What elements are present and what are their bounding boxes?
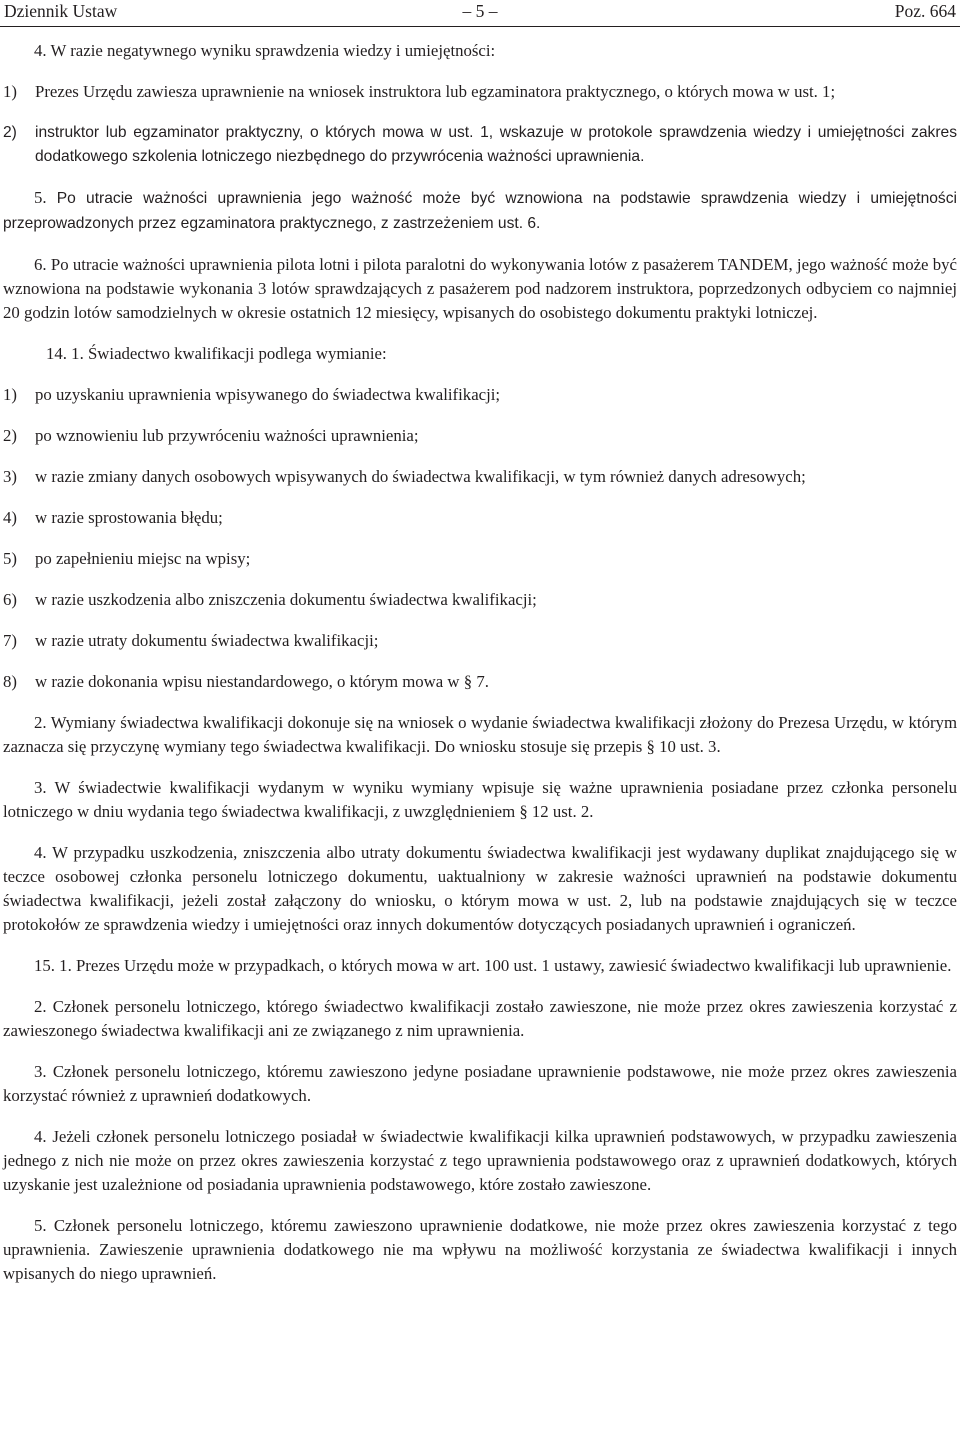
list-item-number: 2) <box>3 426 17 445</box>
list-item <box>3 383 957 407</box>
paragraph: 5. Członek personelu lotniczego, któremu zawieszono uprawnienie dodatkowe, nie może przez okres zawieszenia korzystać z tego uprawnienia. Zawieszenie uprawnienia dodatkowego nie ma wpływu na możliwość korzystania ze świadectwa kwalifikacji i innych wpisanych do niego uprawnień. <box>3 1216 957 1283</box>
paragraph: 3. W świadectwie kwalifikacji wydanym w wyniku wymiany wpisuje się ważne uprawnienia posiadane przez członka personelu lotniczego w dniu wydania tego świadectwa kwalifikacji, z uwzględnieniem § 12 ust. 2. <box>3 778 957 821</box>
list-item-number: 3) <box>3 467 17 486</box>
list-item-number: 1) <box>3 82 17 101</box>
position-number: Poz. 664 <box>894 1 956 21</box>
list-item-text: w razie zmiany danych osobowych wpisywanych do świadectwa kwalifikacji, w tym również danych adresowych; <box>35 467 806 486</box>
list-item <box>3 547 957 571</box>
list-item <box>3 588 957 612</box>
list-item <box>3 506 957 530</box>
document-body <box>3 39 957 1286</box>
paragraph: 2. Członek personelu lotniczego, którego świadectwo kwalifikacji zostało zawieszone, nie może przez okres zawieszenia korzystać z zawieszonego świadectwa kwalifikacji ani ze związanego z nim uprawnienia. <box>3 997 957 1040</box>
list-item-text: po zapełnieniu miejsc na wpisy; <box>35 549 251 568</box>
paragraph: 4. W razie negatywnego wyniku sprawdzenia wiedzy i umiejętności: <box>34 41 496 60</box>
paragraph: 4. W przypadku uszkodzenia, zniszczenia albo utraty dokumentu świadectwa kwalifikacji jest wydawany duplikat znajdującego się w teczce osobowej członka personelu lotniczego dokumentu, uaktualniony w zakresie ważności uprawnień na podstawie dokumentu świadectwa kwalifikacji, jeżeli został załączony do wniosku, o którym mowa w ust. 2, lub na podstawie znajdujących się w teczce protokołów ze sprawdzenia wiedzy i umiejętności oraz innych dokumentów dotyczących posiadanych uprawnień i ograniczeń. <box>3 843 957 934</box>
list-item <box>3 121 957 169</box>
page-number: – 5 – <box>462 1 498 21</box>
paragraph: 3. Członek personelu lotniczego, któremu zawieszono jedyne posiadane uprawnienie podstawowe, nie może przez okres zawieszenia korzystać również z uprawnień dodatkowych. <box>3 1062 957 1105</box>
list-item-number: 8) <box>3 672 17 691</box>
list-item-text: po wznowieniu lub przywróceniu ważności uprawnienia; <box>35 426 419 445</box>
paragraph: 6. Po utracie ważności uprawnienia pilota lotni i pilota paralotni do wykonywania lotów z pasażerem TANDEM, jego ważność może być wznowiona na podstawie wykonania 3 lotów sprawdzających z pasażerem pod nadzorem instruktora, poprzedzonych odbyciem co najmniej 20 godzin lotów samodzielnych w okresie ostatnich 12 miesięcy, wpisanych do osobistego dokumentu praktyki lotniczej. <box>3 255 957 322</box>
list-item-text: w razie utraty dokumentu świadectwa kwalifikacji; <box>35 631 379 650</box>
list-item-text: instruktor lub egzaminator praktyczny, o których mowa w ust. 1, wskazuje w protokole sprawdzenia wiedzy i umiejętności zakres dodatkowego szkolenia lotniczego niezbędnego do przywrócenia ważności uprawnienia. <box>35 124 957 165</box>
list-item-number: 2) <box>3 124 17 141</box>
list-item <box>3 629 957 653</box>
list-item <box>3 465 957 489</box>
list-item-number: 7) <box>3 631 17 650</box>
section-heading: 14. 1. Świadectwo kwalifikacji podlega wymianie: <box>46 344 387 363</box>
paragraph-number: 5. <box>34 188 47 207</box>
paragraph: 15. 1. Prezes Urzędu może w przypadkach, o których mowa w art. 100 ust. 1 ustawy, zawiesić świadectwo kwalifikacji lub uprawnienie. <box>34 956 952 975</box>
list-item-text: po uzyskaniu uprawnienia wpisywanego do świadectwa kwalifikacji; <box>35 385 501 404</box>
list-item-number: 1) <box>3 385 17 404</box>
paragraph <box>3 186 957 236</box>
list-item-number: 4) <box>3 508 17 527</box>
list-item-number: 6) <box>3 590 17 609</box>
list-item <box>3 80 957 104</box>
list-item-text: w razie sprostowania błędu; <box>35 508 223 527</box>
paragraph: 4. Jeżeli członek personelu lotniczego posiadał w świadectwie kwalifikacji kilka uprawnień podstawowych, w przypadku zawieszenia jednego z nich nie może on przez okres zawieszenia korzystać z tego uprawnienia podstawowego oraz z uprawnień dodatkowych, których uzyskanie jest uzależnione od posiadania uprawnienia podstawowego, które zostało zawieszone. <box>3 1127 957 1194</box>
list-item-text: w razie dokonania wpisu niestandardowego, o którym mowa w § 7. <box>35 672 489 691</box>
list-item <box>3 424 957 448</box>
list-item <box>3 670 957 694</box>
list-item-number: 5) <box>3 549 17 568</box>
list-item-text: Prezes Urzędu zawiesza uprawnienie na wniosek instruktora lub egzaminatora praktycznego, o których mowa w ust. 1; <box>35 82 836 101</box>
page-header <box>0 0 960 27</box>
list-item-text: w razie uszkodzenia albo zniszczenia dokumentu świadectwa kwalifikacji; <box>35 590 537 609</box>
journal-title: Dziennik Ustaw <box>4 1 118 21</box>
paragraph: 2. Wymiany świadectwa kwalifikacji dokonuje się na wniosek o wydanie świadectwa kwalifikacji złożony do Prezesa Urzędu, w którym zaznacza się przyczynę wymiany tego świadectwa kwalifikacji. Do wniosku stosuje się przepis § 10 ust. 3. <box>3 713 957 756</box>
paragraph-text: Po utracie ważności uprawnienia jego ważność może być wznowiona na podstawie sprawdzenia wiedzy i umiejętności przeprowadzonych przez egzaminatora praktycznego, z zastrzeżeniem ust. 6. <box>3 190 957 232</box>
